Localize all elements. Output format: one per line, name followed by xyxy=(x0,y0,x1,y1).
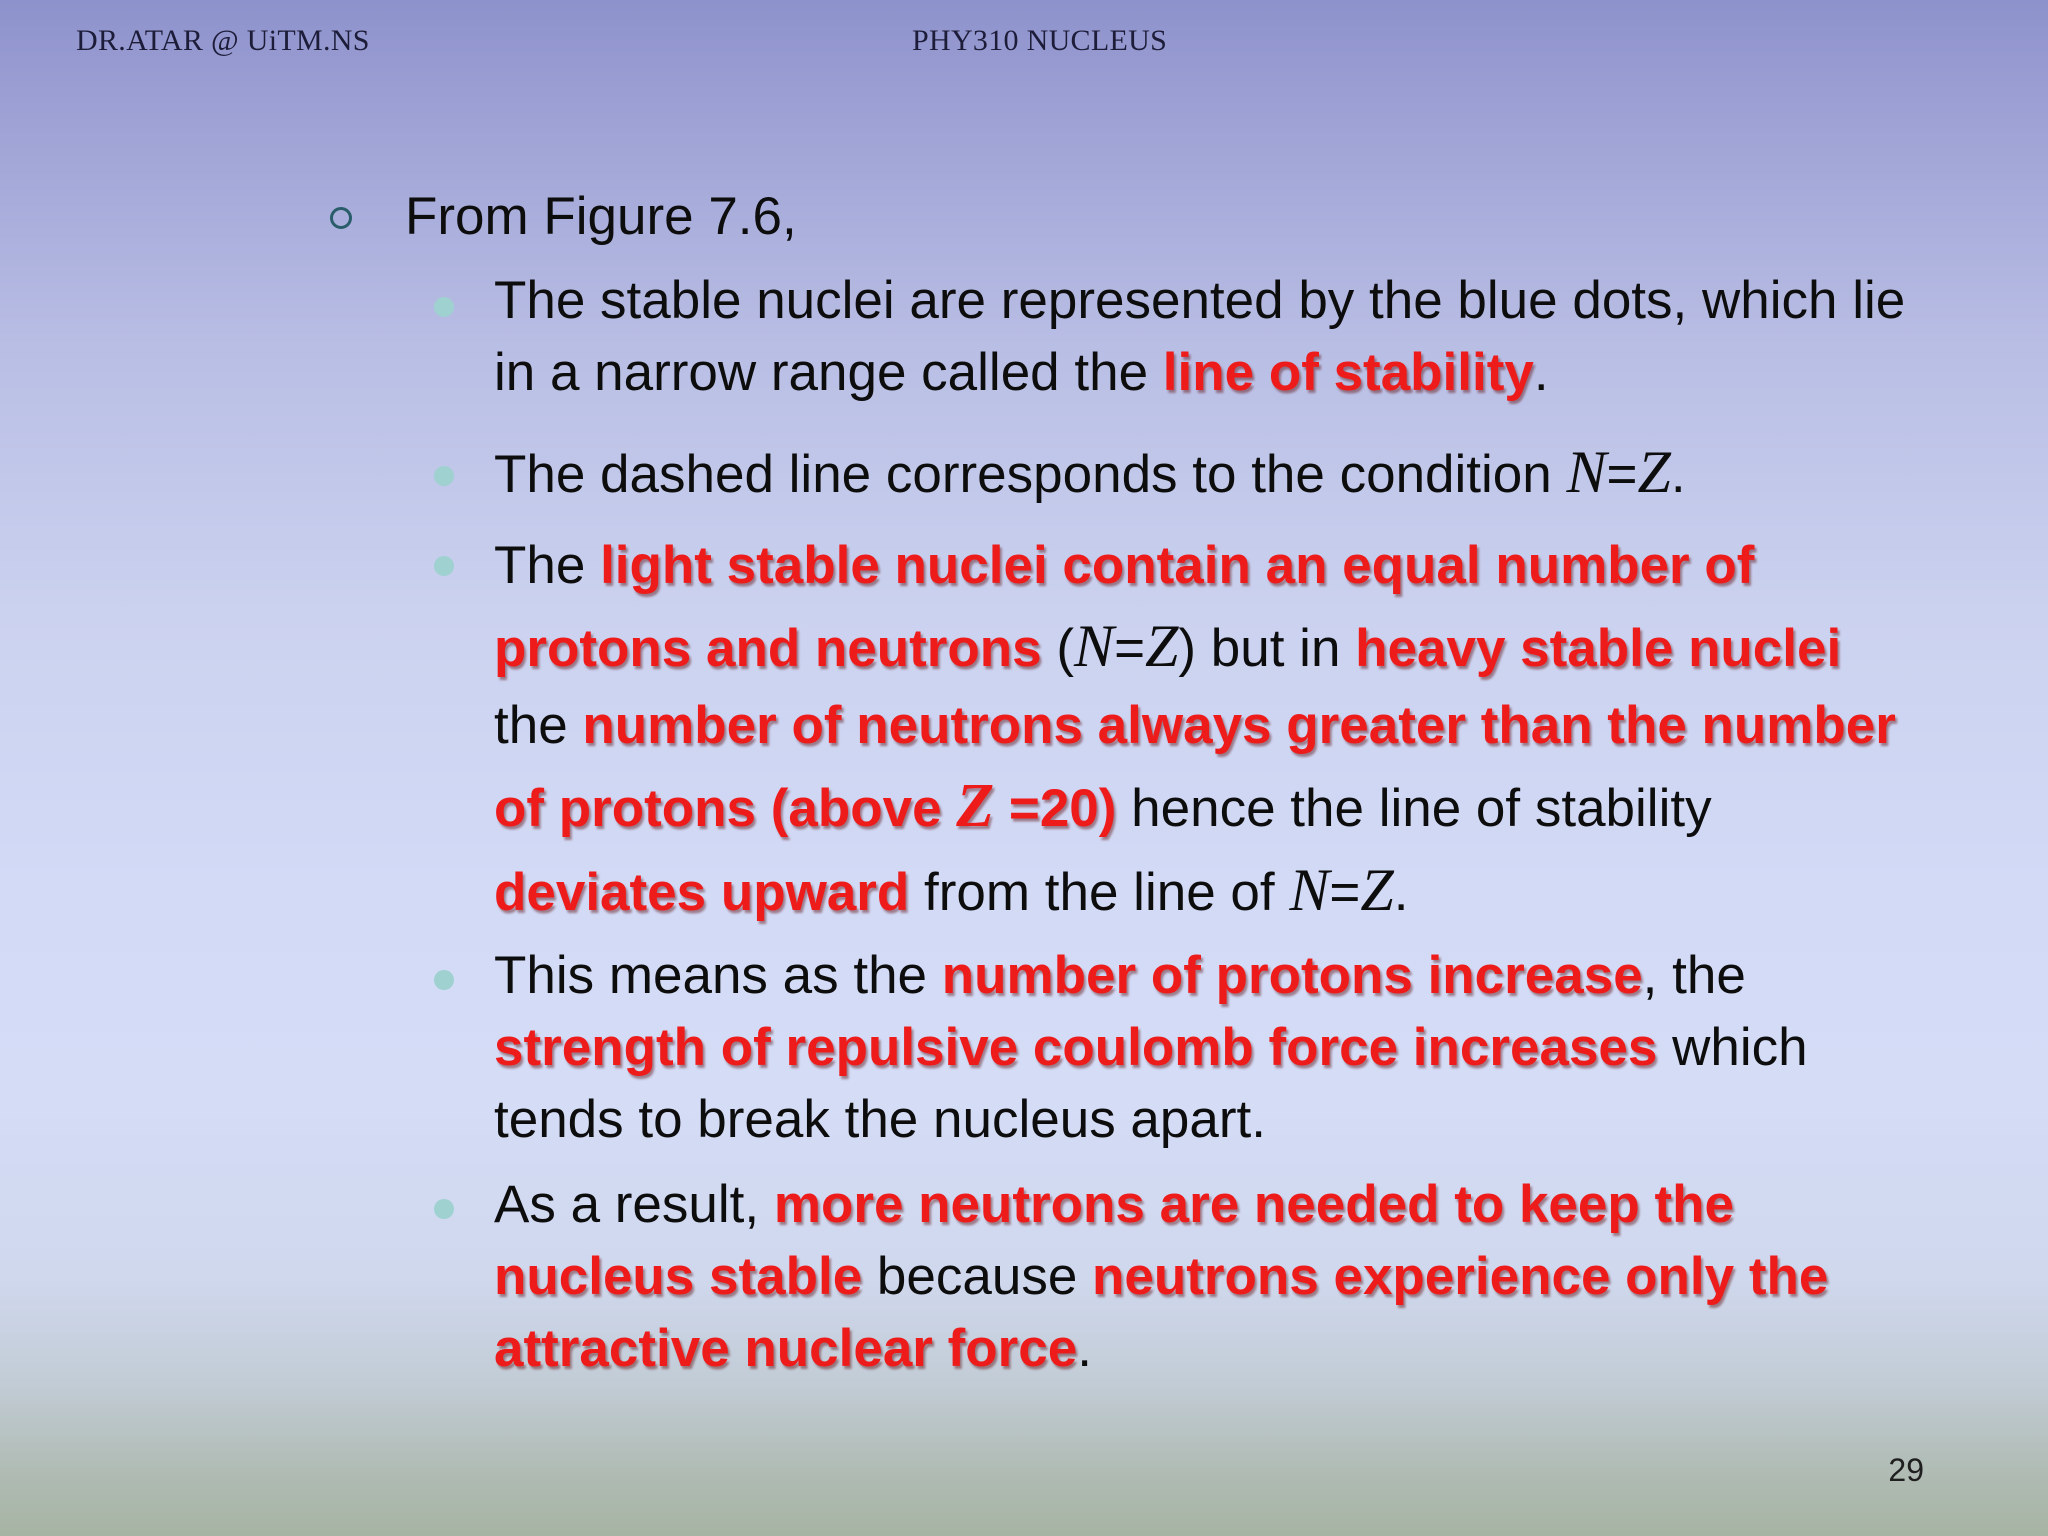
bullet-dot-icon xyxy=(434,970,454,990)
highlight-text: number of neutrons always greater than the number xyxy=(582,696,1896,755)
text-run: This means as the xyxy=(494,946,942,1005)
text-run: which xyxy=(1657,1018,1808,1077)
text-run: . xyxy=(1533,343,1549,402)
intro-line: From Figure 7.6, xyxy=(405,187,797,246)
highlight-text: deviates upward xyxy=(494,863,910,922)
bullet-dashed-line xyxy=(494,436,2039,508)
text-run: = xyxy=(1114,619,1146,678)
header-left: DR.ATAR @ UiTM.NS xyxy=(76,24,370,57)
text-run: in a narrow range called the xyxy=(494,343,1163,402)
highlight-line-of-stability: line of stability xyxy=(1162,343,1534,402)
header-title: PHY310 NUCLEUS xyxy=(912,24,1168,57)
text-line xyxy=(494,850,2039,930)
text-run: The dashed line corresponds to the condition xyxy=(494,445,1567,504)
text-run: The xyxy=(494,536,601,595)
bullet-dot-icon xyxy=(434,466,454,486)
text-run: = xyxy=(1329,863,1361,922)
bullet-stable-nuclei xyxy=(494,265,2039,409)
text-line xyxy=(494,1169,2039,1241)
highlight-text: heavy stable nuclei xyxy=(1355,619,1842,678)
highlight-text: number of protons increase xyxy=(941,946,1643,1005)
bullet-more-neutrons xyxy=(494,1169,2039,1385)
text-run: hence the line of stability xyxy=(1116,779,1712,838)
math-z: Z xyxy=(1145,613,1179,679)
math-z: Z xyxy=(956,772,995,840)
open-circle-bullet-icon xyxy=(330,207,352,229)
text-run: As a result, xyxy=(494,1175,774,1234)
bullet-protons-increase xyxy=(494,940,2039,1156)
text-run: from the line of xyxy=(909,863,1290,922)
math-n: N xyxy=(1566,439,1607,505)
bullet-dot-icon xyxy=(434,297,454,317)
text-line xyxy=(494,1313,2039,1385)
highlight-text: light stable nuclei contain an equal number of xyxy=(600,536,1755,595)
highlight-text xyxy=(494,772,1117,840)
highlight-text: neutrons experience only the xyxy=(1092,1247,1829,1306)
text-run: of protons (above xyxy=(494,779,957,838)
highlight-text: attractive nuclear force xyxy=(494,1319,1078,1378)
highlight-text: protons and neutrons xyxy=(494,619,1042,678)
highlight-text: strength of repulsive coulomb force increases xyxy=(494,1018,1658,1077)
math-n: N xyxy=(1289,857,1330,923)
text-line xyxy=(494,686,2039,766)
text-line xyxy=(494,940,2039,1012)
text-line xyxy=(494,526,2039,606)
text-line xyxy=(494,1241,2039,1313)
text-run: ( xyxy=(1041,619,1075,678)
math-n: N xyxy=(1074,613,1115,679)
text-line: The stable nuclei are represented by the blue dots, which lie xyxy=(494,271,1906,330)
slide-number: 29 xyxy=(1888,1452,1924,1488)
text-run: . xyxy=(1393,863,1409,922)
text-run: , the xyxy=(1642,946,1746,1005)
text-line xyxy=(494,606,2039,686)
text-line xyxy=(494,766,2039,850)
bullet-dot-icon xyxy=(434,1199,454,1219)
highlight-text: nucleus stable xyxy=(494,1247,863,1306)
text-run: . xyxy=(1077,1319,1092,1378)
text-run: = xyxy=(1606,445,1638,504)
text-run: the xyxy=(494,696,583,755)
text-run: because xyxy=(862,1247,1093,1306)
math-z: Z xyxy=(1360,857,1394,923)
text-line xyxy=(494,337,2039,409)
math-z: Z xyxy=(1637,439,1671,505)
text-run: . xyxy=(1670,445,1686,504)
text-line xyxy=(494,436,2039,508)
text-line xyxy=(494,1012,2039,1084)
text-run: ) but in xyxy=(1178,619,1356,678)
highlight-text: more neutrons are needed to keep the xyxy=(773,1175,1734,1234)
bullet-dot-icon xyxy=(434,556,454,576)
text-line: tends to break the nucleus apart. xyxy=(494,1090,1266,1149)
bullet-light-heavy-nuclei xyxy=(494,526,2039,930)
text-run: =20) xyxy=(994,779,1117,838)
